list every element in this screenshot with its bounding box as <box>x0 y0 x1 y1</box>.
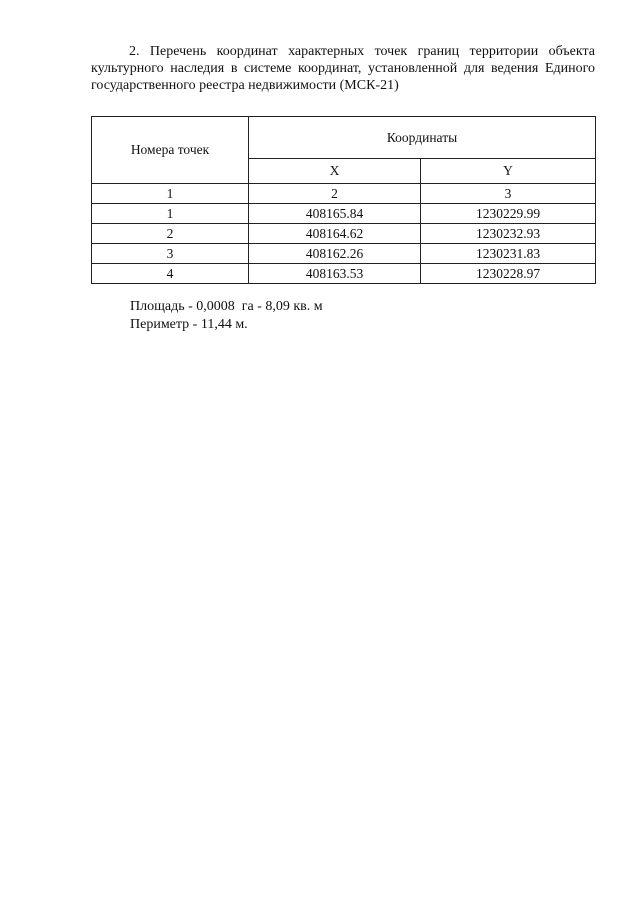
intro-paragraph: 2. Перечень координат характерных точек границ территории объекта культурного наследия в системе координат, установленной для ведения Единого государственного реестра недвижимости (МСК-21) <box>91 44 595 93</box>
point-number-cell: 2 <box>92 224 249 244</box>
point-number-cell: 1 <box>92 204 249 224</box>
y-coordinate-cell: 1230231.83 <box>421 244 596 264</box>
perimeter-text: Периметр - 11,44 м. <box>130 317 248 332</box>
x-coordinate-cell: 408165.84 <box>249 204 421 224</box>
y-coordinate-cell: 1230232.93 <box>421 224 596 244</box>
header-x: X <box>249 159 421 184</box>
area-text: Площадь - 0,0008 га - 8,09 кв. м <box>130 299 323 314</box>
table-row <box>92 244 596 264</box>
index-cell-3: 3 <box>421 184 596 204</box>
table-row <box>92 224 596 244</box>
header-coordinates: Координаты <box>249 117 596 159</box>
y-coordinate-cell: 1230228.97 <box>421 264 596 284</box>
table-header-row <box>92 117 596 159</box>
point-number-cell: 3 <box>92 244 249 264</box>
header-y: Y <box>421 159 596 184</box>
summary-block <box>130 298 323 334</box>
index-cell-1: 1 <box>92 184 249 204</box>
header-points: Номера точек <box>92 117 249 184</box>
x-coordinate-cell: 408162.26 <box>249 244 421 264</box>
index-cell-2: 2 <box>249 184 421 204</box>
x-coordinate-cell: 408163.53 <box>249 264 421 284</box>
y-coordinate-cell: 1230229.99 <box>421 204 596 224</box>
table-row <box>92 204 596 224</box>
x-coordinate-cell: 408164.62 <box>249 224 421 244</box>
point-number-cell: 4 <box>92 264 249 284</box>
table-index-row <box>92 184 596 204</box>
coordinates-table <box>91 116 596 284</box>
table-row <box>92 264 596 284</box>
